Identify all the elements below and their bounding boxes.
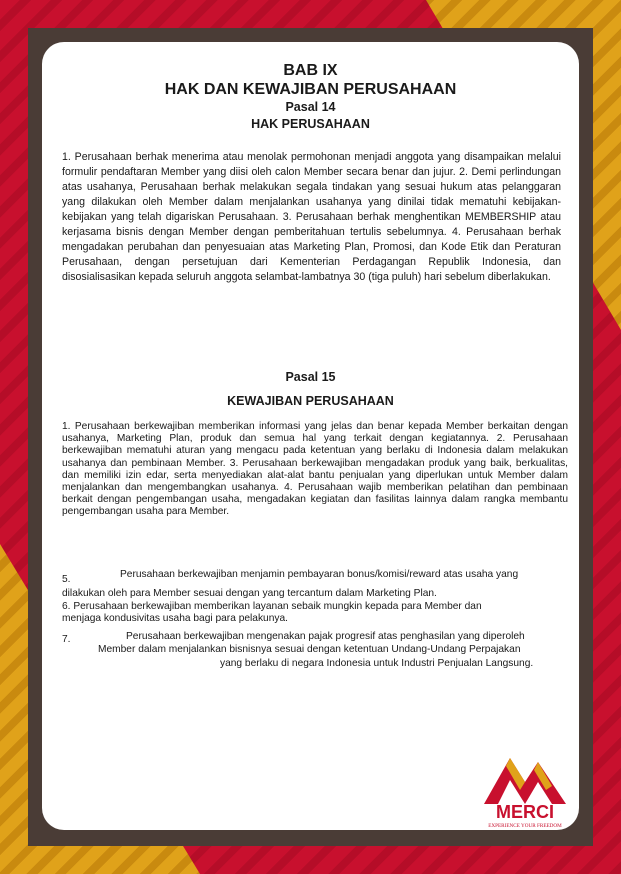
merci-logo <box>480 752 570 832</box>
item-7-line-2: Member dalam menjalankan bisnisnya sesuai dengan ketentuan Undang-Undang Perpajakan <box>98 644 521 655</box>
pasal-15-body: 1. Perusahaan berkewajiban memberikan informasi yang jelas dan benar kepada Member berkaitan dengan usahanya, Marketing Plan, produk dan semua hal yang terkait dengan kegiatannya. 2. Perusahaan berkewajiban mematuhi aturan yang mengacu pada ketentuan yang berlaku di Indonesia dalam melakukan usahanya dan pembinaan Member. 3. Perusahaan berkewajiban mengadakan produk yang baik, berkualitas, dan memiliki izin edar, serta menyediakan alat-alat bantu penjualan yang diperlukan untuk Member dalam menjalankan dan mengembangkan usahanya. 4. Perusahaan wajib memberikan pelatihan dan pembinaan berkait dengan pengembangan usaha, mengadakan kegiatan dan fasilitas lainnya dalam rangka membantu pengembangan usaha para Member. <box>62 421 568 518</box>
item-7-line-1: Perusahaan berkewajiban mengenakan pajak progresif atas penghasilan yang diperoleh <box>126 631 525 642</box>
chapter-subtitle: HAK DAN KEWAJIBAN PERUSAHAAN <box>164 81 457 98</box>
logo-wordmark: MERCI <box>496 802 554 822</box>
item-7-number: 7. <box>62 634 71 645</box>
pasal-15-heading: KEWAJIBAN PERUSAHAAN <box>227 394 394 408</box>
item-7-line-3: yang berlaku di negara Indonesia untuk Industri Penjualan Langsung. <box>220 658 534 669</box>
item-5-number: 5. <box>62 574 71 585</box>
pasal-14-heading: HAK PERUSAHAAN <box>251 117 370 131</box>
chapter-title: BAB IX <box>283 62 338 79</box>
pasal-14-label: Pasal 14 <box>285 100 336 114</box>
item-6-line-2: menjaga kondusivitas usaha bagi para pelakunya. <box>62 613 288 624</box>
document-page <box>42 42 579 830</box>
logo-tagline: EXPERIENCE YOUR FREEDOM <box>488 823 562 829</box>
pasal-15-label: Pasal 15 <box>285 370 336 384</box>
item-5-line-2: dilakukan oleh para Member sesuai dengan yang tercantum dalam Marketing Plan. <box>62 588 437 599</box>
item-5-line-1: Perusahaan berkewajiban menjamin pembayaran bonus/komisi/reward atas usaha yang <box>120 569 519 580</box>
item-6-line-1: 6. Perusahaan berkewajiban memberikan layanan sebaik mungkin kepada para Member dan <box>62 601 482 612</box>
pasal-14-body: 1. Perusahaan berhak menerima atau menolak permohonan menjadi anggota yang disampaikan melalui formulir pendaftaran Member yang diisi oleh calon Member secara benar dan jujur. 2. Demi perlindungan atas usahanya, Perusahaan berhak melakukan segala tindakan yang sesuai hukum atas pelanggaran yang dilakukan oleh Member dalam menjalankan usahanya yang dinilai tidak mematuhi kebijakan-kebijakan yang telah digariskan Perusahaan. 3. Perusahaan berhak menghentikan MEMBERSHIP atau kerjasama bisnis dengan Member dengan pemberitahuan tertulis sebelumnya. 4. Perusahaan berhak mengadakan perubahan dan penyesuaian atas Marketing Plan, Promosi, dan Kode Etik dan Peraturan Perusahaan, dengan persetujuan dari Kementerian Perdagangan Republik Indonesia, dan disosialisasikan kepada seluruh anggota selambat-lambatnya 30 (tiga puluh) hari sebelum diberlakukan. <box>62 151 561 283</box>
merci-logo-mark <box>480 752 570 832</box>
